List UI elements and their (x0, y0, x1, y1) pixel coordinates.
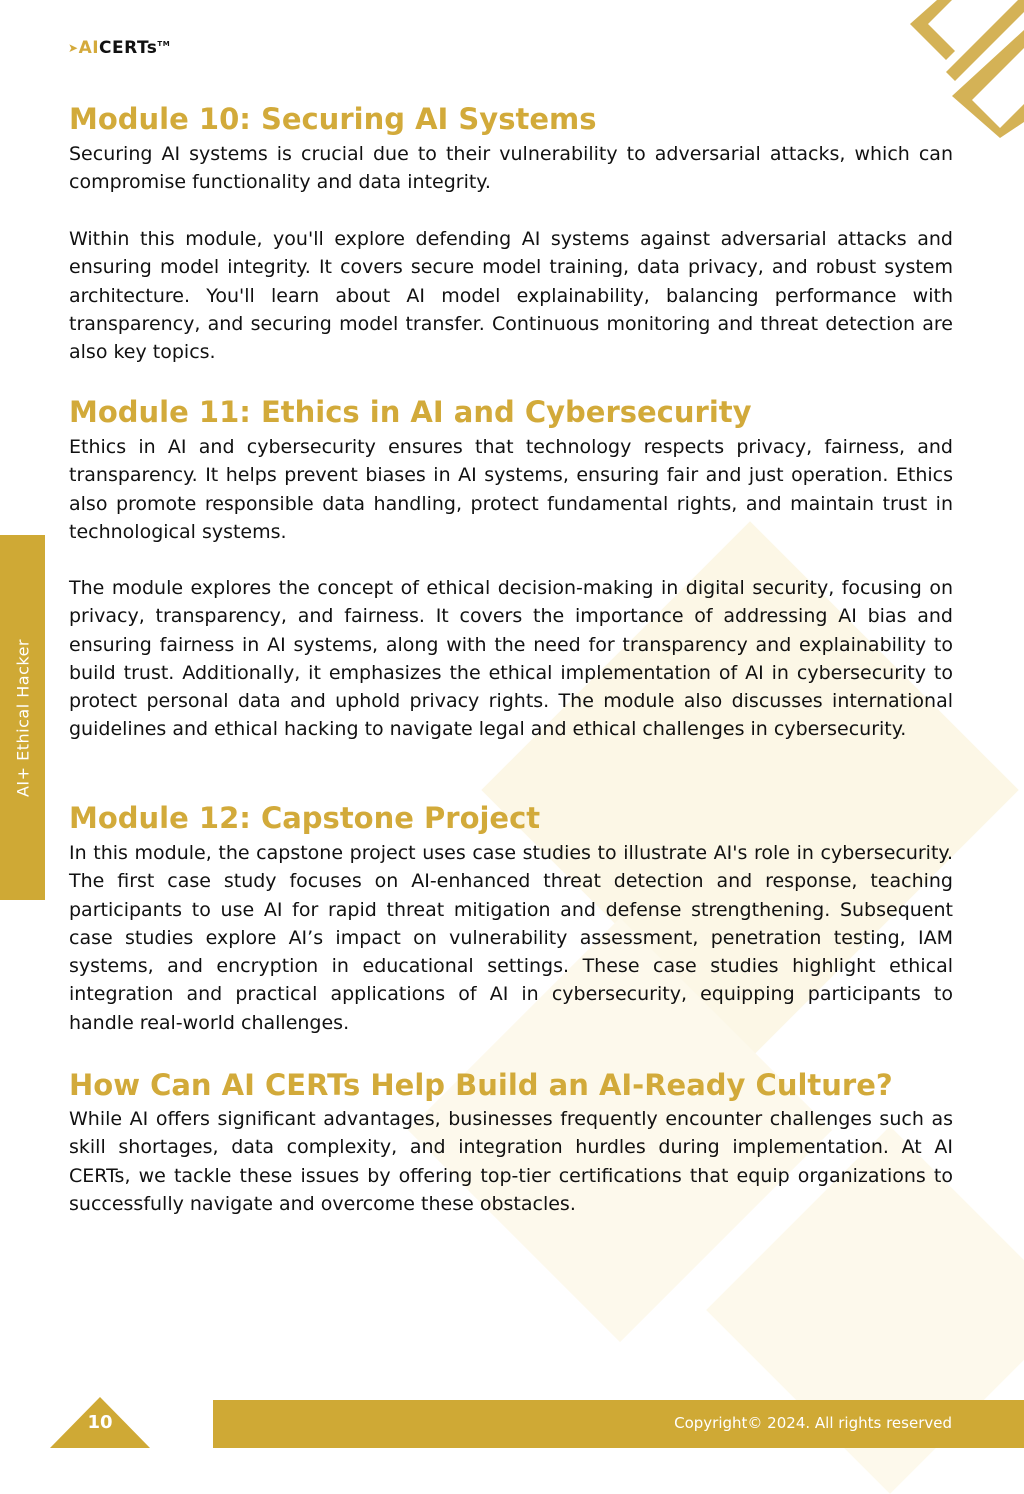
logo-ai: AI (78, 38, 100, 58)
page-number: 10 (87, 1412, 113, 1433)
paragraph: While AI offers significant advantages, businesses frequently encounter challenges such as skill shortages, data complexity, and integration hurdles during implementation. At AI CERTs, we tackle these issues by offering top-tier certifications that equip organizations to successfully navigate and overcome these obstacles. (69, 1108, 953, 1215)
footer-bar (213, 1400, 1024, 1448)
section-heading: Module 12: Capstone Project (69, 801, 541, 835)
paragraph: Securing AI systems is crucial due to their vulnerability to adversarial attacks, which can compromise functionality and data integrity. (69, 143, 953, 194)
section-heading: Module 10: Securing AI Systems (69, 102, 597, 136)
side-tab-label: AI+ Ethical Hacker (13, 638, 32, 797)
aicerts-logo (68, 38, 170, 58)
copyright: Copyright© 2024. All rights reserved (674, 1414, 952, 1432)
corner-decoration-icon (900, 0, 1024, 140)
paragraph: The module explores the concept of ethical decision-making in digital security, focusing on privacy, transparency, and fairness. It covers the importance of addressing AI bias and ensuring fairness in AI systems, along with the need for transparency and explainability to build trust. Additionally, it emphasizes the ethical implementation of AI in cybersecurity to protect personal data and uphold privacy rights. The module also discusses international guidelines and ethical hacking to navigate legal and ethical challenges in cybersecurity. (69, 577, 953, 741)
paragraph: In this module, the capstone project uses case studies to illustrate AI's role in cybersecurity. The first case study focuses on AI-enhanced threat detection and response, teaching participants to use AI for rapid threat mitigation and defense strengthening. Subsequent case studies explore AI’s impact on vulnerability assessment, penetration testing, IAM systems, and encryption in educational settings. These case studies highlight ethical integration and practical applications of AI in cybersecurity, equipping participants to handle real-world challenges. (69, 842, 953, 1034)
side-tab (0, 535, 45, 900)
paragraph: Ethics in AI and cybersecurity ensures that technology respects privacy, fairness, and transparency. It helps prevent biases in AI systems, ensuring fair and just operation. Ethics also promote responsible data handling, protect fundamental rights, and maintain trust in technological systems. (69, 436, 953, 543)
section-heading: Module 11: Ethics in AI and Cybersecurity (69, 395, 752, 429)
logo-certs: CERTs (99, 38, 158, 58)
logo-mark-icon: ➤ (68, 41, 79, 55)
section-heading: How Can AI CERTs Help Build an AI-Ready Culture? (69, 1068, 893, 1102)
logo-tm: TM (157, 40, 171, 48)
paragraph: Within this module, you'll explore defending AI systems against adversarial attacks and ensuring model integrity. It covers secure model training, data privacy, and robust system architecture. You'll learn about AI model explainability, balancing performance with transparency, and securing model transfer. Continuous monitoring and threat detection are also key topics. (69, 228, 953, 364)
